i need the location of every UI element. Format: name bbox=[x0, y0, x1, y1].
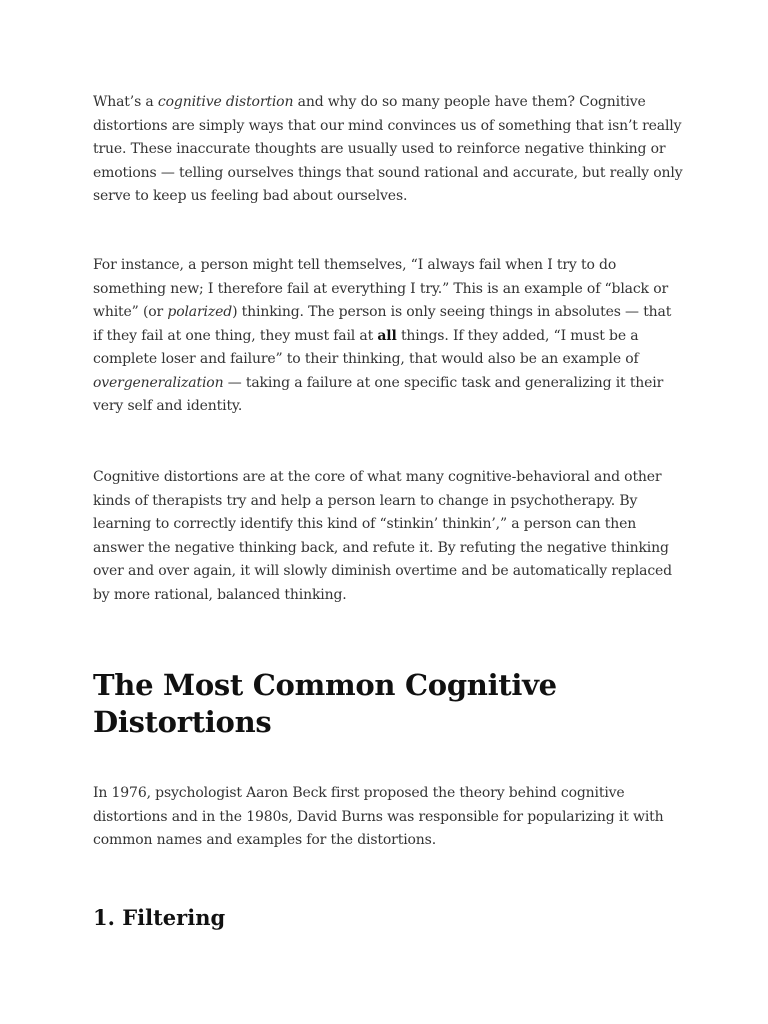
example-text-3: things. If they added, “I must be a complete loser and failure” to their thinking, that would also be an example of bbox=[93, 327, 639, 367]
intro-text-1: What’s a bbox=[93, 94, 158, 110]
overgeneralization-term: overgeneralization bbox=[93, 374, 224, 391]
example-text-1: For instance, a person might tell themselves, “I always fail when I try to do something new; I therefore fail at everything I try.” This is an example of “black or white” (or bbox=[93, 257, 669, 320]
example-text-2: ) thinking. The person is only seeing things in absolutes — that if they fail at one thing, they must fail at bbox=[93, 304, 672, 344]
all-emphasis: all bbox=[377, 327, 397, 344]
history-paragraph: In 1976, psychologist Aaron Beck first proposed the theory behind cognitive distortions and in the 1980s, David Burns was responsible for popularizing it with common names and examples for the distortions. bbox=[93, 785, 664, 848]
intro-paragraph bbox=[93, 91, 683, 209]
intro-text-2: and why do so many people have them? Cognitive distortions are simply ways that our mind convinces us of something that isn’t really true. These inaccurate thoughts are usually used to reinforce negative thinking or emotions — telling ourselves things that sound rational and accurate, but really only serve to keep us feeling bad about ourselves. bbox=[93, 94, 683, 204]
example-text-4: — taking a failure at one specific task and generalizing it their very self and identity. bbox=[93, 374, 664, 414]
section-heading: The Most Common Cognitive Distortions bbox=[93, 668, 557, 739]
subsection-heading-filtering: 1. Filtering bbox=[93, 905, 226, 930]
therapy-paragraph: Cognitive distortions are at the core of what many cognitive-behavioral and other kinds of therapists try and help a person learn to change in psychotherapy. By learning to correctly identify this kind of “stinkin’ thinkin’,” a person can then answer the negative thinking back, and refute it. By refuting the negative thinking over and over again, it will slowly diminish overtime and be automatically replaced by more rational, balanced thinking. bbox=[93, 469, 672, 603]
example-paragraph bbox=[93, 254, 683, 419]
cognitive-distortion-term: cognitive distortion bbox=[157, 94, 294, 110]
polarized-term: polarized bbox=[167, 304, 233, 320]
